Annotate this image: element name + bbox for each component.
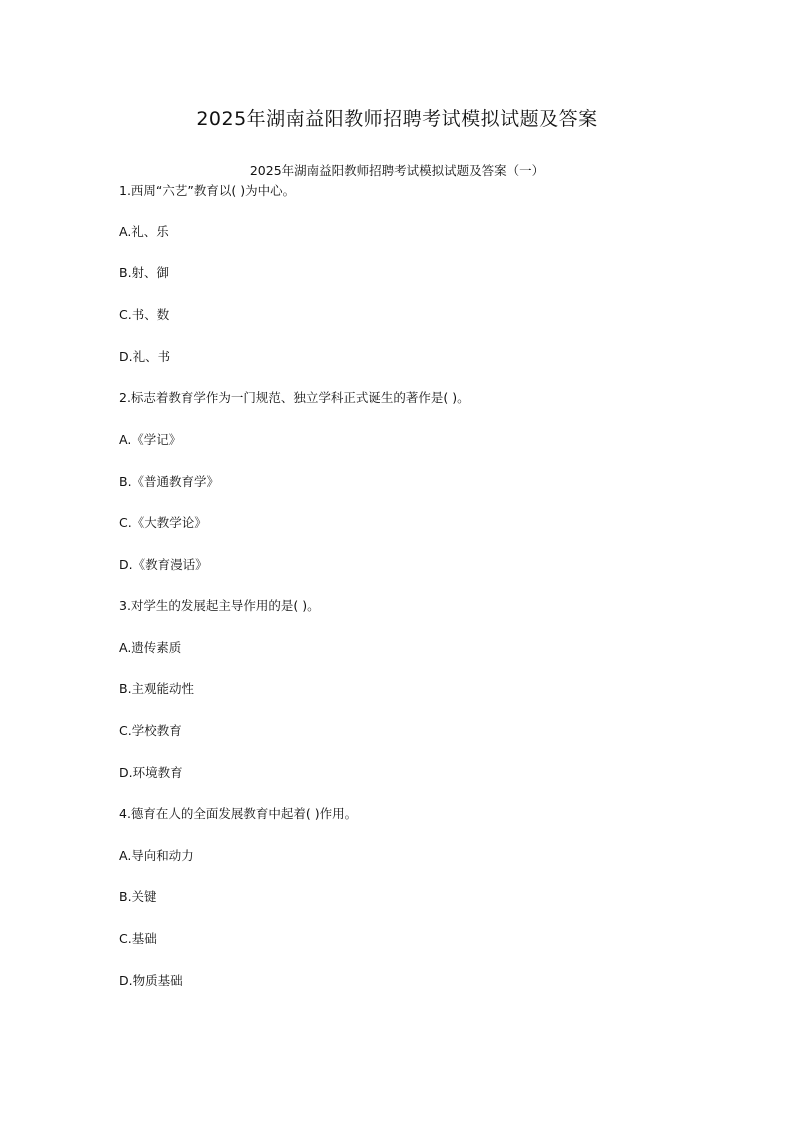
question-stem: 1.西周“六艺”教育以( )为中心。 [119, 183, 296, 198]
question-stem: 3.对学生的发展起主导作用的是( )。 [119, 598, 320, 613]
option-d: D.环境教育 [119, 765, 183, 780]
option-a: A.导向和动力 [119, 848, 194, 863]
option-d: D.《教育漫话》 [119, 557, 208, 572]
option-b: B.主观能动性 [119, 681, 195, 696]
option-c: C.基础 [119, 931, 157, 946]
document-subtitle: 2025年湖南益阳教师招聘考试模拟试题及答案（一） [249, 163, 545, 178]
option-d: D.礼、书 [119, 349, 171, 364]
option-b: B.《普通教育学》 [119, 474, 220, 489]
option-a: A.《学记》 [119, 432, 182, 447]
option-c: C.学校教育 [119, 723, 182, 738]
option-b: B.射、御 [119, 265, 170, 280]
question-stem: 4.德育在人的全面发展教育中起着( )作用。 [119, 806, 358, 821]
option-a: A.遗传素质 [119, 640, 182, 655]
option-c: C.书、数 [119, 307, 170, 322]
option-a: A.礼、乐 [119, 224, 169, 239]
option-b: B.关键 [119, 889, 157, 904]
option-c: C.《大教学论》 [119, 515, 207, 530]
option-d: D.物质基础 [119, 973, 183, 988]
question-stem: 2.标志着教育学作为一门规范、独立学科正式诞生的著作是( )。 [119, 390, 470, 405]
document-title: 2025年湖南益阳教师招聘考试模拟试题及答案 [196, 108, 598, 130]
